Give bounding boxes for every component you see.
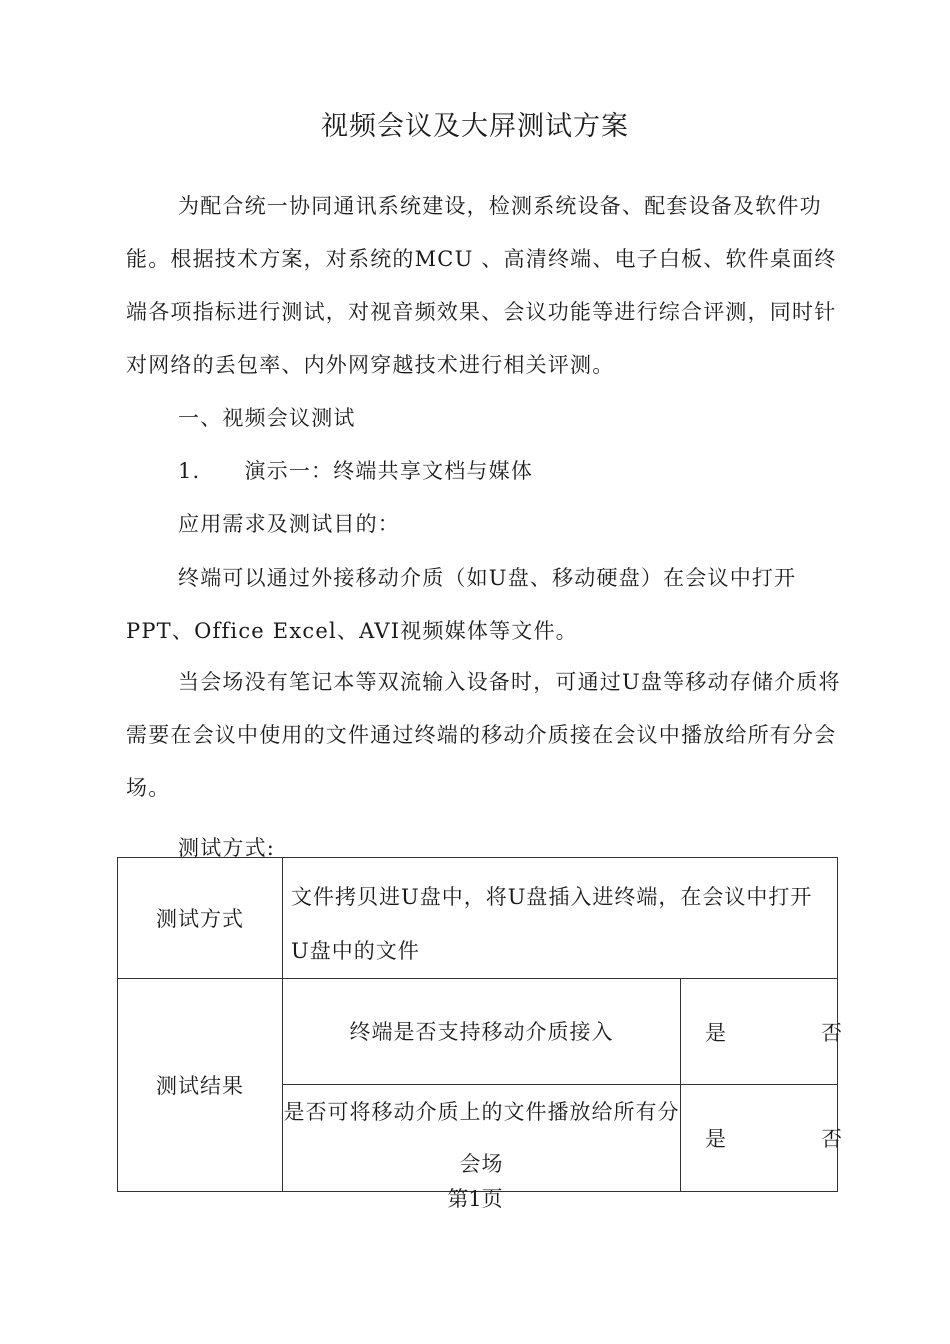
option-yes[interactable]: 是 bbox=[705, 1127, 727, 1151]
demo-heading bbox=[178, 455, 533, 485]
question-cell: 终端是否支持移动介质接入 bbox=[283, 979, 681, 1085]
table-row bbox=[118, 979, 838, 1085]
option-cell bbox=[681, 979, 843, 1085]
purpose-paragraph-1-line-1: 终端可以通过外接移动介质（如U盘、移动硬盘）在会议中打开 bbox=[178, 566, 797, 590]
table-row bbox=[118, 858, 838, 979]
test-table bbox=[117, 857, 843, 1192]
demo-number: 1. bbox=[178, 459, 201, 483]
method-text-cell: 文件拷贝进U盘中，将U盘插入进终端，在会议中打开U盘中的文件 bbox=[283, 858, 838, 979]
purpose-heading: 应用需求及测试目的： bbox=[178, 512, 400, 536]
demo-title: 演示一：终端共享文档与媒体 bbox=[244, 459, 534, 483]
result-label-cell: 测试结果 bbox=[118, 979, 283, 1192]
method-label-cell: 测试方式 bbox=[118, 858, 283, 979]
option-cell bbox=[681, 1085, 843, 1192]
section-heading: 一、视频会议测试 bbox=[178, 406, 356, 430]
question-cell: 是否可将移动介质上的文件播放给所有分会场 bbox=[283, 1085, 681, 1192]
document-title: 视频会议及大屏测试方案 bbox=[321, 111, 629, 142]
method-heading: 测试方式: bbox=[178, 836, 276, 860]
option-no[interactable]: 否 bbox=[821, 1127, 843, 1151]
option-yes[interactable]: 是 bbox=[705, 1020, 727, 1045]
page-footer: 第1页 bbox=[447, 1187, 503, 1211]
intro-paragraph: 为配合统一协同通讯系统建设，检测系统设备、配套设备及软件功能。根据技术方案，对系统的MCU 、高清终端、电子白板、软件桌面终端各项指标进行测试，对视音频效果、会议功能等进行综合评测，同时针对网络的丢包率、内外网穿越技术进行相关评测。 bbox=[126, 194, 837, 377]
option-no[interactable]: 否 bbox=[821, 1020, 843, 1045]
purpose-paragraph-2: 当会场没有笔记本等双流输入设备时，可通过U盘等移动存储介质将需要在会议中使用的文件通过终端的移动介质接在会议中播放给所有分会场。 bbox=[126, 670, 841, 800]
purpose-paragraph-1-line-2: PPT、Office Excel、AVI视频媒体等文件。 bbox=[126, 619, 578, 643]
